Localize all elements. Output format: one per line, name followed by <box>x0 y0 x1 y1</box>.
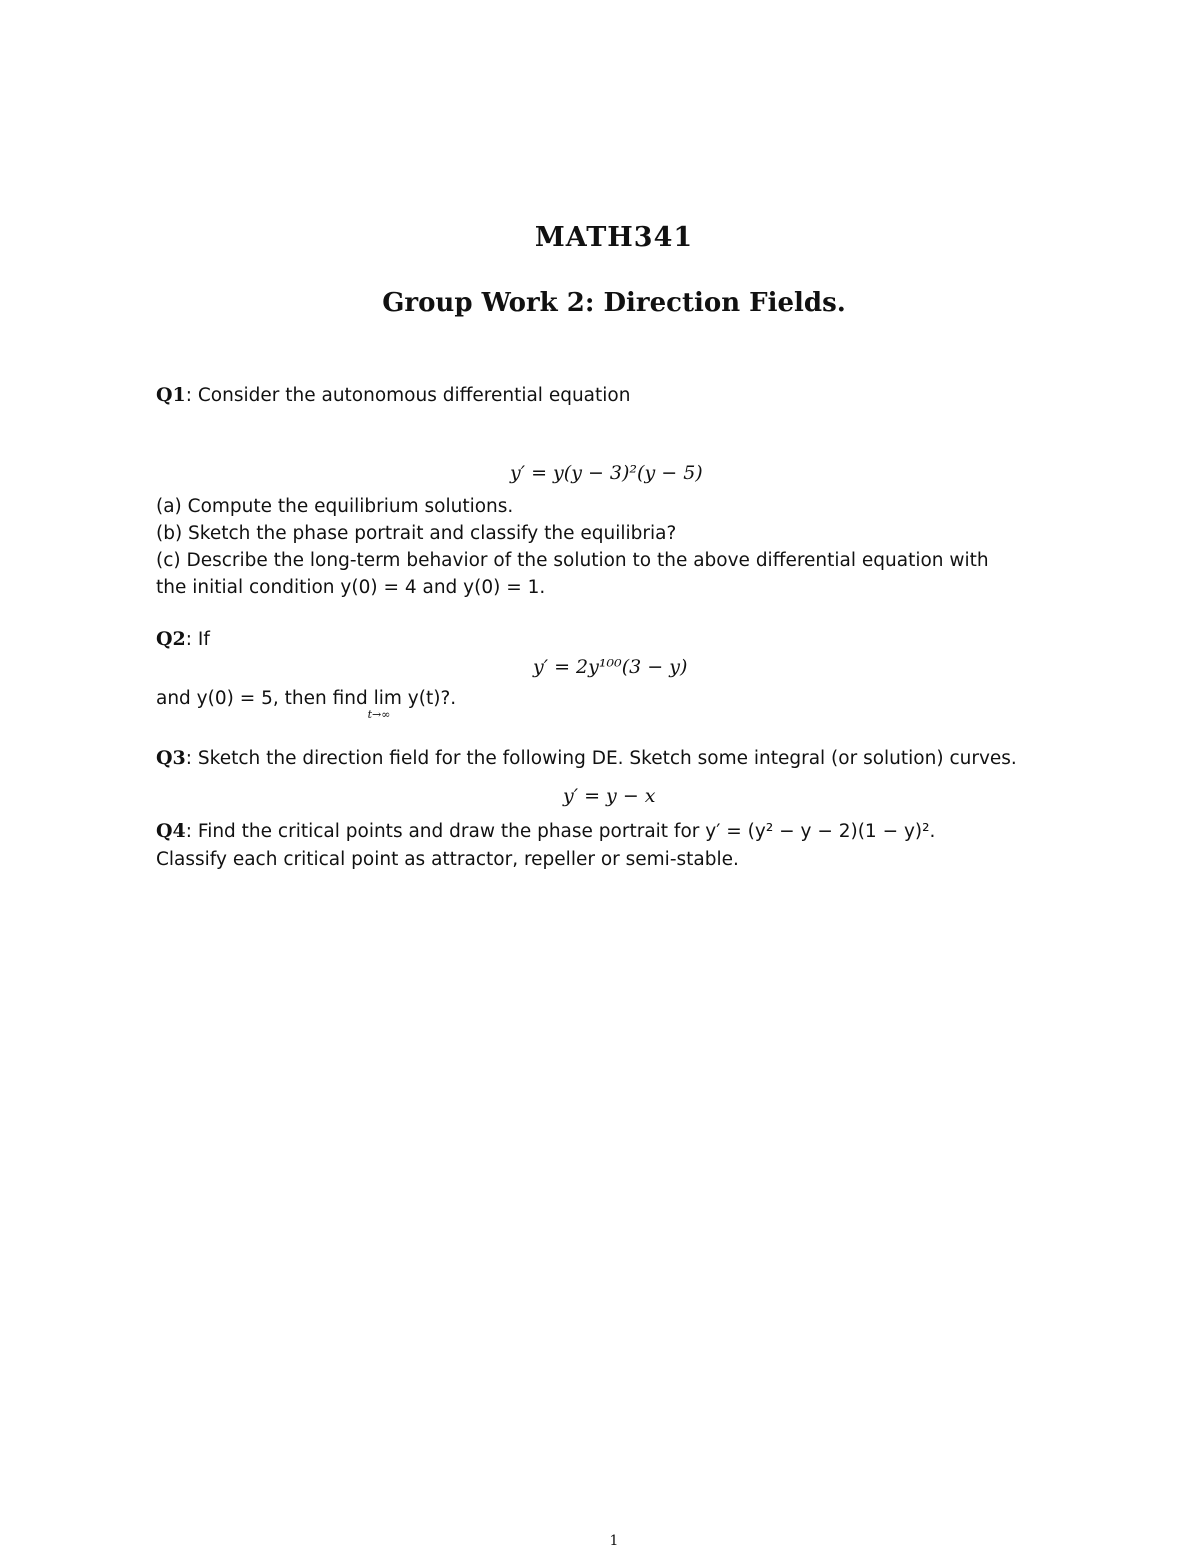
q2-intro-line <box>156 628 210 650</box>
q2-condition-prefix: and y(0) = 5, then find <box>156 688 374 709</box>
course-title: MATH341 <box>534 222 694 253</box>
q1-label: Q1 <box>156 384 186 406</box>
q4-line2: Classify each critical point as attractor, repeller or semi-stable. <box>156 849 739 870</box>
assignment-title: Group Work 2: Direction Fields. <box>382 288 846 318</box>
q2-intro: : If <box>185 629 210 650</box>
q3-equation: y′ = y − x <box>563 785 656 807</box>
q4-text-line1: : Find the critical points and draw the phase portrait for y′ = (y² − y − 2)(1 − y)². <box>185 821 936 842</box>
q1-intro: : Consider the autonomous differential equation <box>185 385 631 406</box>
q1-intro-line <box>156 384 630 406</box>
q4-line1 <box>156 820 935 842</box>
q1-equation: y′ = y(y − 3)²(y − 5) <box>510 462 703 484</box>
q4-label: Q4 <box>156 820 186 842</box>
q1-part-a: (a) Compute the equilibrium solutions. <box>156 496 514 517</box>
q1-part-c-line2: the initial condition y(0) = 4 and y(0) = 1. <box>156 577 546 598</box>
q3-line <box>156 747 1017 769</box>
q2-label: Q2 <box>156 628 186 650</box>
limit-operator <box>367 688 402 721</box>
q3-label: Q3 <box>156 747 186 769</box>
q1-part-b: (b) Sketch the phase portrait and classify the equilibria? <box>156 523 677 544</box>
q3-text: : Sketch the direction field for the following DE. Sketch some integral (or solution) curves. <box>185 748 1017 769</box>
q2-equation: y′ = 2y¹⁰⁰(3 − y) <box>533 656 688 678</box>
q2-condition-suffix: y(t)?. <box>401 688 457 709</box>
q2-condition-line <box>156 688 457 721</box>
lim-subscript: t→∞ <box>367 708 391 721</box>
q1-part-c-line1: (c) Describe the long-term behavior of the solution to the above differential equation with <box>156 550 989 571</box>
lim-word: lim <box>373 688 402 709</box>
page-number: 1 <box>609 1533 619 1549</box>
